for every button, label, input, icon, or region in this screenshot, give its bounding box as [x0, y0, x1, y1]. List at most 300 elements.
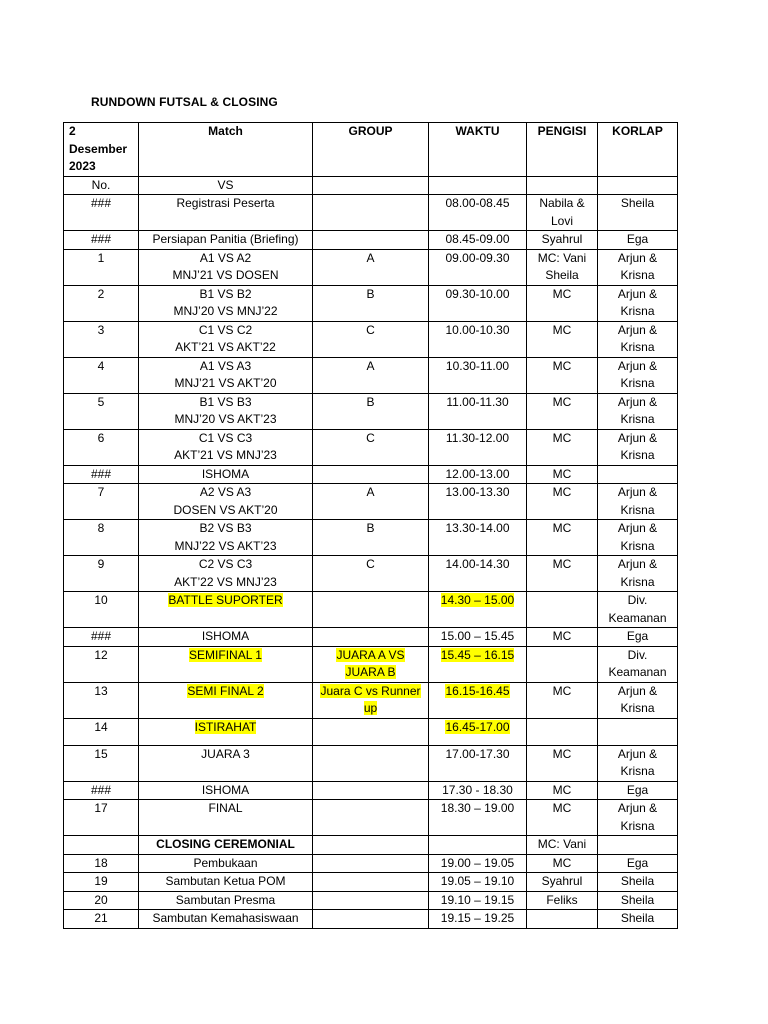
- korlap-line: Arjun &: [617, 250, 658, 265]
- pengisi-line: MC: [552, 746, 572, 761]
- cell-no: ###: [64, 231, 139, 250]
- cell-pengisi: [527, 873, 598, 892]
- cell-waktu: [429, 465, 527, 484]
- cell-group: [313, 176, 429, 195]
- cell-pengisi: [527, 195, 598, 231]
- korlap-line: Arjun &: [617, 322, 658, 337]
- korlap-line: Arjun &: [617, 430, 658, 445]
- match-line: B1 VS B2: [199, 286, 252, 301]
- cell-waktu: [429, 484, 527, 520]
- table-row: [64, 628, 678, 647]
- rundown-body: [64, 176, 678, 928]
- waktu-text: 13.00-13.30: [445, 485, 510, 499]
- cell-pengisi: [527, 910, 598, 929]
- cell-waktu: [429, 285, 527, 321]
- table-row: [64, 520, 678, 556]
- cell-no: 3: [64, 321, 139, 357]
- cell-no: ###: [64, 195, 139, 231]
- cell-korlap: [598, 718, 678, 745]
- cell-korlap: [598, 682, 678, 718]
- waktu-text: 17.30 - 18.30: [442, 782, 513, 797]
- waktu-text: 12.00-13.00: [445, 466, 510, 481]
- cell-no: 19: [64, 873, 139, 892]
- cell-group: [313, 556, 429, 592]
- pengisi-line: MC: [552, 683, 572, 698]
- cell-korlap: [598, 592, 678, 628]
- korlap-line: Arjun &: [617, 485, 658, 499]
- cell-waktu: [429, 854, 527, 873]
- cell-no: 17: [64, 800, 139, 836]
- cell-waktu: [429, 393, 527, 429]
- cell-group: [313, 628, 429, 647]
- cell-group: [313, 854, 429, 873]
- pengisi-line: MC: [552, 557, 572, 571]
- cell-group: [313, 357, 429, 393]
- cell-no: 4: [64, 357, 139, 393]
- waktu-text: 08.45-09.00: [445, 232, 510, 246]
- group-line: JUARA B: [345, 665, 396, 679]
- table-row: [64, 357, 678, 393]
- cell-no: 9: [64, 556, 139, 592]
- waktu-text: 10.00-10.30: [445, 322, 510, 337]
- cell-match: [139, 484, 313, 520]
- cell-group: [313, 718, 429, 745]
- document-title: RUNDOWN FUTSAL & CLOSING: [91, 95, 278, 109]
- korlap-line: Krisna: [620, 701, 655, 715]
- cell-match: [139, 836, 313, 855]
- korlap-line: Krisna: [620, 538, 655, 553]
- cell-group: [313, 781, 429, 800]
- cell-no: 5: [64, 393, 139, 429]
- match-line: MNJ’20 VS AKT’23: [174, 412, 277, 426]
- table-row: [64, 682, 678, 718]
- cell-korlap: [598, 249, 678, 285]
- match-line: MNJ’21 VS DOSEN: [172, 268, 279, 282]
- cell-group: [313, 592, 429, 628]
- cell-group: [313, 393, 429, 429]
- waktu-text: 14.30 – 15.00: [440, 593, 515, 607]
- cell-match: [139, 628, 313, 647]
- pengisi-line: MC: [552, 485, 572, 499]
- korlap-line: Sheila: [620, 892, 655, 907]
- match-line: MNJ’20 VS MNJ’22: [173, 304, 278, 318]
- cell-group: [313, 520, 429, 556]
- pengisi-line: Lovi: [550, 213, 573, 228]
- korlap-line: Krisna: [620, 340, 655, 354]
- korlap-line: Div.: [627, 593, 648, 607]
- match-line: FINAL: [208, 801, 243, 815]
- cell-korlap: [598, 745, 678, 781]
- cell-match: [139, 429, 313, 465]
- table-row: [64, 891, 678, 910]
- cell-waktu: [429, 718, 527, 745]
- cell-no: 10: [64, 592, 139, 628]
- waktu-text: 11.00-11.30: [446, 394, 509, 409]
- korlap-line: Arjun &: [617, 801, 658, 815]
- waktu-text: 09.00-09.30: [445, 250, 510, 265]
- cell-korlap: [598, 628, 678, 647]
- cell-no: 12: [64, 646, 139, 682]
- pengisi-line: Syahrul: [541, 232, 583, 246]
- match-line: B1 VS B3: [199, 394, 252, 409]
- cell-no: No.: [64, 176, 139, 195]
- match-line: ISHOMA: [201, 782, 250, 797]
- match-line: SEMI FINAL 2: [187, 683, 264, 698]
- group-line: B: [366, 286, 375, 301]
- cell-korlap: [598, 357, 678, 393]
- cell-pengisi: [527, 357, 598, 393]
- cell-no: ###: [64, 465, 139, 484]
- match-line: AKT’21 VS AKT’22: [175, 340, 276, 354]
- rundown-table: [63, 122, 678, 929]
- waktu-text: 16.45-17.00: [445, 719, 510, 734]
- korlap-line: Arjun &: [617, 394, 658, 409]
- table-row: [64, 646, 678, 682]
- cell-korlap: [598, 231, 678, 250]
- match-line: MNJ’21 VS AKT’20: [174, 376, 277, 390]
- cell-no: 18: [64, 854, 139, 873]
- group-line: C: [366, 322, 375, 337]
- group-line: up: [363, 701, 378, 715]
- cell-pengisi: [527, 321, 598, 357]
- cell-no: ###: [64, 781, 139, 800]
- cell-match: [139, 520, 313, 556]
- table-row: [64, 910, 678, 929]
- cell-pengisi: [527, 745, 598, 781]
- table-row: [64, 393, 678, 429]
- header-waktu: WAKTU: [429, 123, 527, 177]
- cell-group: [313, 873, 429, 892]
- cell-waktu: [429, 520, 527, 556]
- cell-match: [139, 249, 313, 285]
- cell-waktu: [429, 910, 527, 929]
- group-line: B: [366, 394, 375, 409]
- cell-korlap: [598, 195, 678, 231]
- pengisi-line: Feliks: [546, 892, 578, 907]
- cell-waktu: [429, 195, 527, 231]
- cell-pengisi: [527, 682, 598, 718]
- pengisi-line: MC: [552, 322, 572, 337]
- cell-group: [313, 465, 429, 484]
- match-line: Registrasi Peserta: [176, 196, 275, 210]
- korlap-line: Sheila: [620, 196, 655, 210]
- cell-no: 13: [64, 682, 139, 718]
- korlap-line: Ega: [626, 629, 649, 643]
- cell-pengisi: [527, 484, 598, 520]
- cell-pengisi: [527, 556, 598, 592]
- group-line: B: [366, 521, 375, 535]
- cell-pengisi: [527, 781, 598, 800]
- cell-no: 21: [64, 910, 139, 929]
- waktu-text: 19.10 – 19.15: [440, 892, 515, 907]
- cell-waktu: [429, 745, 527, 781]
- cell-no: 15: [64, 745, 139, 781]
- pengisi-line: MC: [552, 466, 572, 481]
- table-row: [64, 873, 678, 892]
- cell-pengisi: [527, 891, 598, 910]
- pengisi-line: MC: [552, 855, 572, 870]
- match-line: Pembukaan: [193, 855, 258, 870]
- cell-korlap: [598, 484, 678, 520]
- korlap-line: Div.: [627, 647, 648, 662]
- match-line: A2 VS A3: [199, 485, 252, 499]
- cell-pengisi: [527, 520, 598, 556]
- cell-match: [139, 393, 313, 429]
- cell-match: [139, 592, 313, 628]
- header-pengisi: PENGISI: [527, 123, 598, 177]
- cell-group: [313, 646, 429, 682]
- table-row: [64, 465, 678, 484]
- cell-group: [313, 429, 429, 465]
- table-row: [64, 745, 678, 781]
- cell-korlap: [598, 393, 678, 429]
- korlap-line: Keamanan: [608, 610, 667, 625]
- cell-waktu: [429, 836, 527, 855]
- group-line: A: [366, 485, 375, 499]
- korlap-line: Arjun &: [617, 557, 658, 571]
- match-line: ISHOMA: [201, 629, 250, 643]
- cell-group: [313, 800, 429, 836]
- match-line: SEMIFINAL 1: [189, 647, 262, 662]
- match-line: C1 VS C3: [198, 430, 253, 445]
- waktu-text: 09.30-10.00: [445, 286, 510, 301]
- match-line: BATTLE SUPORTER: [168, 593, 283, 607]
- cell-no: 14: [64, 718, 139, 745]
- match-line: AKT’22 VS MNJ’23: [174, 574, 277, 589]
- table-row: [64, 321, 678, 357]
- header-group: GROUP: [313, 123, 429, 177]
- cell-match: [139, 891, 313, 910]
- cell-korlap: [598, 873, 678, 892]
- match-line: CLOSING CEREMONIAL: [156, 837, 295, 851]
- cell-korlap: [598, 781, 678, 800]
- match-line: ISHOMA: [201, 466, 250, 481]
- cell-korlap: [598, 800, 678, 836]
- waktu-text: 10.30-11.00: [445, 358, 510, 373]
- cell-waktu: [429, 231, 527, 250]
- waktu-text: 15.00 – 15.45: [440, 629, 515, 643]
- cell-waktu: [429, 249, 527, 285]
- cell-group: [313, 285, 429, 321]
- match-line: Persiapan Panitia (Briefing): [152, 232, 299, 246]
- cell-group: [313, 249, 429, 285]
- cell-match: [139, 285, 313, 321]
- group-line: C: [366, 557, 375, 571]
- cell-group: [313, 484, 429, 520]
- korlap-line: Arjun &: [617, 683, 658, 698]
- waktu-text: 14.00-14.30: [445, 557, 510, 571]
- pengisi-line: MC: Vani: [537, 837, 587, 851]
- cell-match: [139, 646, 313, 682]
- table-row: [64, 556, 678, 592]
- table-row: [64, 195, 678, 231]
- cell-korlap: [598, 321, 678, 357]
- cell-waktu: [429, 321, 527, 357]
- match-line: ISTIRAHAT: [194, 719, 257, 734]
- cell-pengisi: [527, 718, 598, 745]
- cell-no: [64, 836, 139, 855]
- cell-no: 7: [64, 484, 139, 520]
- cell-group: [313, 891, 429, 910]
- pengisi-line: Nabila &: [539, 196, 585, 210]
- cell-match: [139, 745, 313, 781]
- cell-waktu: [429, 873, 527, 892]
- cell-waktu: [429, 628, 527, 647]
- header-korlap: KORLAP: [598, 123, 678, 177]
- match-line: Sambutan Kemahasiswaan: [152, 911, 299, 925]
- korlap-line: Krisna: [620, 764, 655, 778]
- waktu-text: 08.00-08.45: [445, 196, 510, 210]
- korlap-line: Krisna: [620, 448, 655, 462]
- waktu-text: 15.45 – 16.15: [440, 647, 515, 662]
- korlap-line: Sheila: [620, 874, 655, 888]
- pengisi-line: MC: Vani: [537, 250, 587, 265]
- pengisi-line: Sheila: [545, 268, 579, 282]
- cell-no: ###: [64, 628, 139, 647]
- cell-korlap: [598, 176, 678, 195]
- cell-waktu: [429, 592, 527, 628]
- cell-korlap: [598, 465, 678, 484]
- korlap-line: Krisna: [620, 412, 655, 426]
- cell-pengisi: [527, 592, 598, 628]
- cell-pengisi: [527, 465, 598, 484]
- group-line: A: [366, 250, 375, 265]
- cell-match: [139, 682, 313, 718]
- korlap-line: Ega: [626, 855, 649, 870]
- waktu-text: 19.15 – 19.25: [440, 911, 515, 925]
- pengisi-line: MC: [552, 358, 572, 373]
- cell-korlap: [598, 285, 678, 321]
- cell-match: [139, 854, 313, 873]
- korlap-line: Krisna: [620, 304, 655, 318]
- cell-pengisi: [527, 800, 598, 836]
- cell-group: [313, 745, 429, 781]
- cell-pengisi: [527, 285, 598, 321]
- waktu-text: 16.15-16.45: [445, 683, 510, 698]
- korlap-line: Ega: [626, 782, 649, 797]
- table-row: [64, 592, 678, 628]
- cell-waktu: [429, 800, 527, 836]
- waktu-text: 18.30 – 19.00: [440, 801, 515, 815]
- group-line: JUARA A VS: [336, 647, 405, 662]
- cell-pengisi: [527, 429, 598, 465]
- cell-match: [139, 176, 313, 195]
- match-line: MNJ’22 VS AKT’23: [174, 538, 277, 553]
- cell-korlap: [598, 646, 678, 682]
- waktu-text: 17.00-17.30: [445, 746, 510, 761]
- cell-pengisi: [527, 249, 598, 285]
- match-line: B2 VS B3: [199, 521, 252, 535]
- waktu-text: 19.05 – 19.10: [440, 874, 515, 888]
- header-row: [64, 123, 678, 177]
- cell-waktu: [429, 357, 527, 393]
- cell-waktu: [429, 781, 527, 800]
- cell-no: 20: [64, 891, 139, 910]
- cell-waktu: [429, 176, 527, 195]
- cell-group: [313, 195, 429, 231]
- table-row: [64, 231, 678, 250]
- match-line: A1 VS A3: [199, 358, 252, 373]
- header-date: 2 Desember 2023: [64, 123, 139, 177]
- cell-korlap: [598, 854, 678, 873]
- table-row: [64, 249, 678, 285]
- cell-match: [139, 231, 313, 250]
- table-row: [64, 285, 678, 321]
- table-row: [64, 176, 678, 195]
- table-row: [64, 854, 678, 873]
- korlap-line: Keamanan: [608, 665, 667, 679]
- cell-group: [313, 910, 429, 929]
- cell-pengisi: [527, 393, 598, 429]
- group-line: A: [366, 358, 375, 373]
- cell-match: [139, 718, 313, 745]
- korlap-line: Sheila: [620, 911, 655, 925]
- pengisi-line: MC: [552, 394, 572, 409]
- cell-pengisi: [527, 231, 598, 250]
- table-row: [64, 781, 678, 800]
- korlap-line: Krisna: [620, 574, 655, 589]
- table-row: [64, 429, 678, 465]
- cell-waktu: [429, 556, 527, 592]
- cell-match: [139, 873, 313, 892]
- korlap-line: Krisna: [620, 502, 655, 517]
- cell-no: 2: [64, 285, 139, 321]
- cell-korlap: [598, 429, 678, 465]
- cell-match: [139, 465, 313, 484]
- cell-group: [313, 682, 429, 718]
- match-line: AKT’21 VS MNJ’23: [174, 448, 277, 462]
- pengisi-line: MC: [552, 430, 572, 445]
- waktu-text: 11.30-12.00: [445, 430, 510, 445]
- pengisi-line: MC: [552, 521, 572, 535]
- cell-korlap: [598, 836, 678, 855]
- waktu-text: 13.30-14.00: [445, 521, 510, 535]
- cell-match: [139, 357, 313, 393]
- cell-group: [313, 836, 429, 855]
- waktu-text: 19.00 – 19.05: [440, 855, 515, 870]
- match-line: VS: [217, 177, 234, 192]
- table-row: [64, 800, 678, 836]
- pengisi-line: MC: [552, 286, 572, 301]
- cell-korlap: [598, 556, 678, 592]
- cell-pengisi: [527, 646, 598, 682]
- cell-match: [139, 556, 313, 592]
- cell-no: 1: [64, 249, 139, 285]
- cell-match: [139, 800, 313, 836]
- match-line: A1 VS A2: [199, 250, 252, 265]
- cell-pengisi: [527, 176, 598, 195]
- korlap-line: Arjun &: [617, 286, 658, 301]
- group-line: Juara C vs Runner: [320, 683, 421, 698]
- match-line: JUARA 3: [201, 746, 250, 761]
- cell-match: [139, 910, 313, 929]
- cell-match: [139, 321, 313, 357]
- pengisi-line: MC: [552, 629, 572, 643]
- pengisi-line: MC: [552, 782, 572, 797]
- cell-waktu: [429, 646, 527, 682]
- table-row: [64, 718, 678, 745]
- cell-korlap: [598, 910, 678, 929]
- cell-waktu: [429, 429, 527, 465]
- cell-korlap: [598, 520, 678, 556]
- pengisi-line: Syahrul: [541, 874, 583, 888]
- cell-group: [313, 231, 429, 250]
- cell-korlap: [598, 891, 678, 910]
- match-line: C2 VS C3: [198, 557, 253, 571]
- pengisi-line: MC: [552, 801, 572, 815]
- group-line: C: [366, 430, 375, 445]
- cell-waktu: [429, 682, 527, 718]
